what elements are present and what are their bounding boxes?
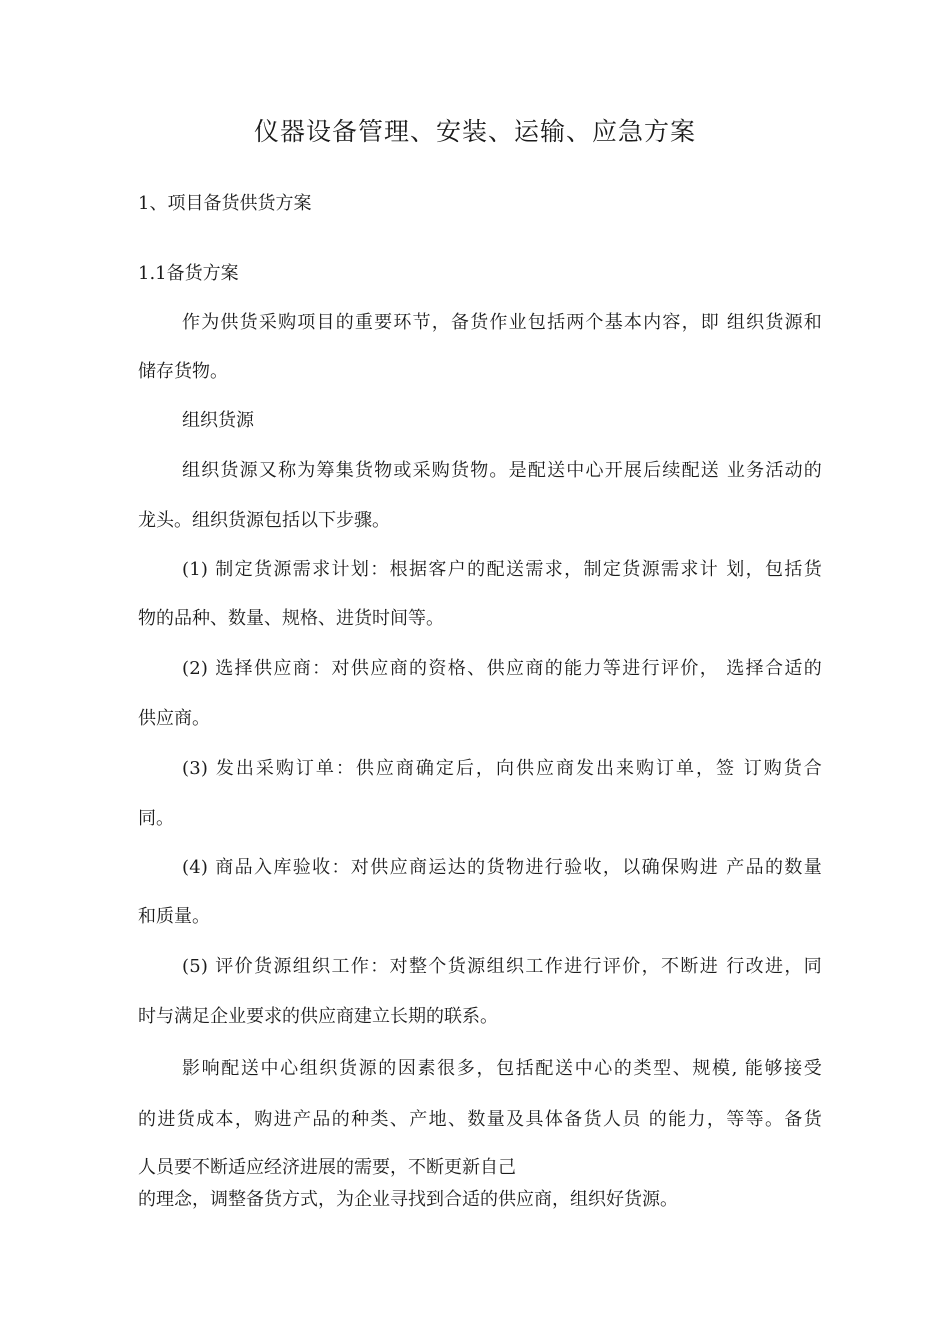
step-4-line-2: 和质量。: [138, 906, 210, 927]
step-2-line-2: 供应商。: [138, 708, 210, 729]
step-1-line-2: 物的品种、数量、规格、进货时间等。: [138, 608, 444, 629]
subheading-organize-sources: 组织货源: [182, 410, 254, 431]
paragraph-2-line-3: 人员要不断适应经济进展的需要，不断更新自己: [138, 1157, 516, 1178]
paragraph-1-line-1: 组织货源又称为筹集货物或采购货物。是配送中心开展后续配送 业务活动的: [182, 460, 822, 481]
intro-paragraph-line-2: 储存货物。: [138, 361, 228, 382]
paragraph-1-line-2: 龙头。组织货源包括以下步骤。: [138, 510, 390, 531]
step-3-line-1: (3) 发出采购订单：供应商确定后，向供应商发出来购订单，签 订购货合: [182, 758, 822, 779]
paragraph-2-line-1: 影响配送中心组织货源的因素很多，包括配送中心的类型、规模, 能够接受: [182, 1058, 822, 1079]
paragraph-2-line-2: 的进货成本，购进产品的种类、产地、数量及具体备货人员 的能力，等等。备货: [138, 1109, 822, 1130]
section-heading-1: 1、项目备货供货方案: [138, 193, 312, 214]
document-title: 仪器设备管理、安装、运输、应急方案: [253, 117, 696, 146]
step-2-line-1: (2) 选择供应商：对供应商的资格、供应商的能力等进行评价， 选择合适的: [182, 658, 822, 679]
step-5-line-1: (5) 评价货源组织工作：对整个货源组织工作进行评价，不断进 行改进，同: [182, 956, 822, 977]
step-3-line-2: 同。: [138, 808, 174, 829]
section-heading-1-1: 1.1备货方案: [138, 263, 239, 284]
intro-paragraph-line-1: 作为供货采购项目的重要环节，备货作业包括两个基本内容，即 组织货源和: [182, 312, 822, 333]
step-4-line-1: (4) 商品入库验收：对供应商运达的货物进行验收，以确保购进 产品的数量: [182, 857, 822, 878]
step-5-line-2: 时与满足企业要求的供应商建立长期的联系。: [138, 1006, 498, 1027]
paragraph-2-line-4: 的理念，调整备货方式，为企业寻找到合适的供应商，组织好货源。: [138, 1189, 678, 1210]
step-1-line-1: (1) 制定货源需求计划：根据客户的配送需求，制定货源需求计 划，包括货: [182, 559, 822, 580]
